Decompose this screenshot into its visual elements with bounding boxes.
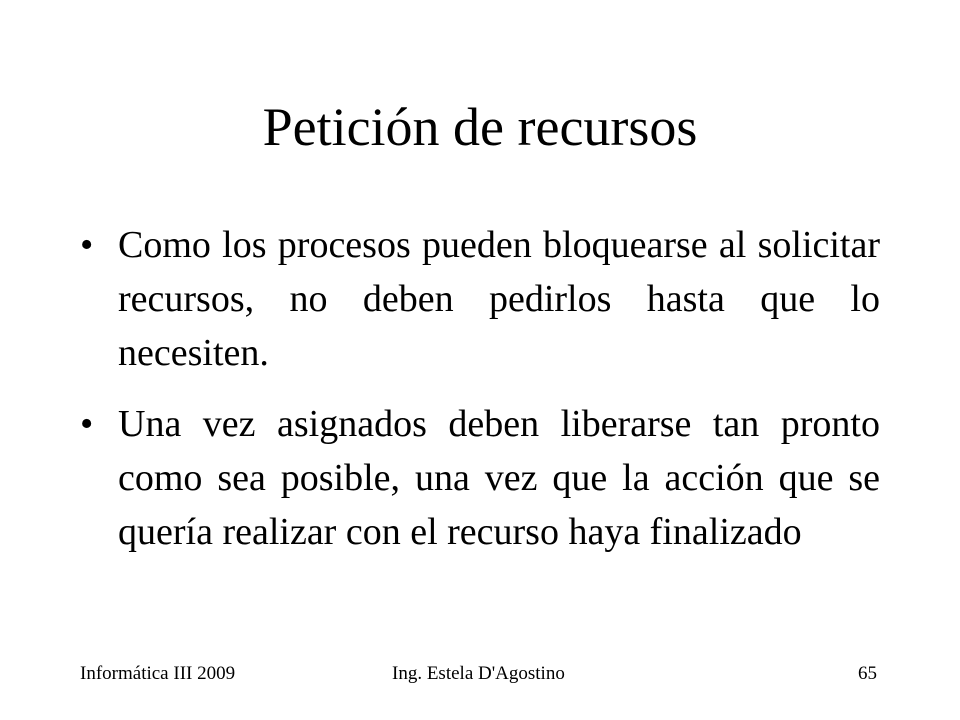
slide-title: Petición de recursos [262, 97, 698, 157]
bullet-item [80, 397, 880, 559]
bullet-text: Una vez asignados deben liberarse tan pronto como sea posible, una vez que la acción que se quería realizar con el recurso haya finalizado [118, 403, 880, 553]
footer-author: Ing. Estela D'Agostino [392, 663, 565, 684]
footer-page-number: 65 [858, 663, 877, 684]
bullet-item [80, 218, 880, 380]
bullet-text: Como los procesos pueden bloquearse al solicitar recursos, no deben pedirlos hasta que lo necesiten. [118, 224, 880, 374]
bullet-icon: • [80, 224, 94, 266]
bullet-icon: • [80, 403, 94, 445]
footer-course: Informática III 2009 [80, 663, 236, 684]
bullet-list [80, 218, 880, 576]
